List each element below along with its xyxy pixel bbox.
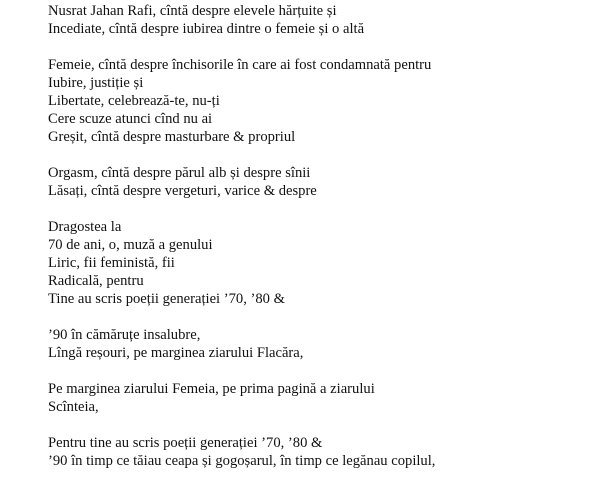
poem-line: 70 de ani, o, muză a genului (48, 237, 213, 253)
poem-document (48, 2, 593, 488)
stanza (48, 56, 593, 146)
poem-line: Iubire, justiție și (48, 75, 144, 91)
stanza (48, 2, 593, 38)
stanza (48, 218, 593, 308)
poem-line: Orgasm, cîntă despre părul alb și despre sînii (48, 165, 311, 181)
poem-line: Lăsați, cîntă despre vergeturi, varice & despre (48, 183, 317, 199)
poem-line: Pentru tine au scris poeții generației ’70, ’80 & (48, 435, 323, 451)
poem-line: Tine au scris poeții generației ’70, ’80 & (48, 291, 285, 307)
stanza (48, 380, 593, 416)
stanza (48, 164, 593, 200)
poem-line: Liric, fii feministă, fii (48, 255, 175, 271)
poem-line: Greșit, cîntă despre masturbare & propriul (48, 129, 296, 145)
poem-line: Incediate, cîntă despre iubirea dintre o femeie și o altă (48, 21, 365, 37)
poem-line: ’90 în cămăruțe insalubre, (48, 327, 201, 343)
stanza (48, 326, 593, 362)
poem-line: Radicală, pentru (48, 273, 144, 289)
poem-line: Libertate, celebrează-te, nu-ți (48, 93, 220, 109)
poem-line: Cere scuze atunci cînd nu ai (48, 111, 213, 127)
stanza (48, 434, 593, 470)
poem-line: Femeie, cîntă despre închisorile în care ai fost condamnată pentru (48, 57, 432, 73)
poem-line: Lîngă reșouri, pe marginea ziarului Flacăra, (48, 345, 304, 361)
poem-line: Dragostea la (48, 219, 122, 235)
poem-line: Pe marginea ziarului Femeia, pe prima pagină a ziarului (48, 381, 375, 397)
poem-line: Scînteia, (48, 399, 99, 415)
poem-line: Nusrat Jahan Rafi, cîntă despre elevele hărțuite și (48, 3, 337, 19)
poem-line: ’90 în timp ce tăiau ceapa și gogoșarul, în timp ce legănau copilul, (48, 453, 436, 469)
